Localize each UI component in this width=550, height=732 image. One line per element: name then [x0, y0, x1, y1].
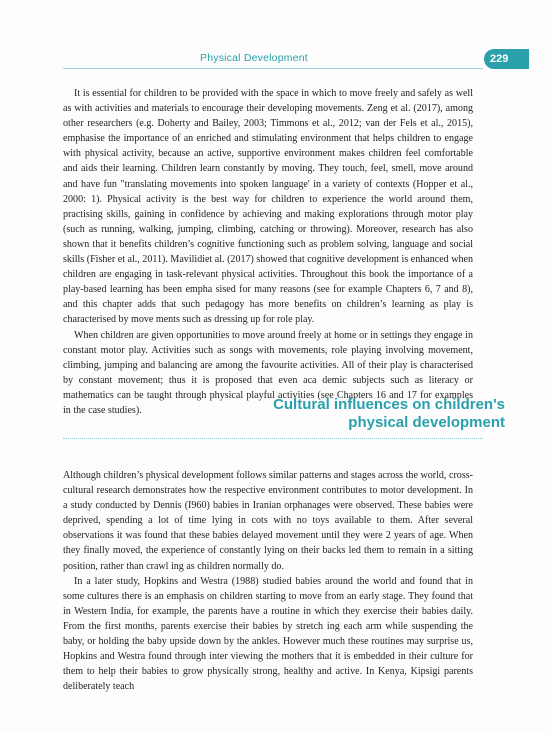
header-rule [63, 68, 483, 69]
body-text-bottom [63, 468, 473, 694]
running-title: Physical Development [200, 52, 308, 64]
paragraph: It is essential for children to be provided with the space in which to move freely and safely as well as with activities and materials to encourage their developing movements. Zeng et al. (2017), among other researchers (e.g. Doherty and Bailey, 2003; Timmons et al., 2012; van der Fels et al., 2015), emphasise the importance of an enriched and stimulating environment that helps children to engage with physical activity, because an active, supportive environment makes children feel comfortable and aids their learning. Children learn constantly by moving. They touch, feel, smell, move around and have fun "translating movements into spoken language' in a variety of contexts (Hopper et al., 2000: 1). Physical activity is the best way for children to experience the world around them, practising skills, gaining in confidence by achieving and making explorations through motor play (such as running, walking, jumping, climbing, catching or throwing). Moreover, research has also shown that it benefits children’s cognitive functioning such as problem solving, language and social skills (Fisher et al., 2011). Mavilidiet al. (2017) showed that cognitive development is enhanced when children are engaging in task-relevant physical activities. Throughout this book the importance of a play-based learning has been empha sised for many reasons (see for example Chapters 6, 7 and 8), and this chapter adds that such pedagogy has more benefits on children’s learning as play is characterised by move ments such as dressing up for role play. [63, 88, 473, 326]
body-text-top [63, 86, 473, 418]
paragraph: In a later study, Hopkins and Westra (1988) studied babies around the world and found that in some cultures there is an emphasis on children starting to move from an early stage. They found that in Western India, for example, the parents have a routine in which they exercise their babies daily. From the first months, parents exercise their babies by stretch ing each arm while suspending the baby, or holding the baby upside down by the ankles. However much these routines may surprise us, Hopkins and Westra found through inter viewing the mothers that it is embedded in their culture for them to help their babies to grow physically strong, healthy and active. In Kenya, Kipsigi parents deliberately teach [63, 575, 473, 693]
section-heading-line: physical development [348, 414, 505, 431]
section-heading-line: Cultural influences on children's [273, 396, 505, 413]
paragraph: Although children’s physical development follows similar patterns and stages across the world, cross-cultural research demonstrates how the respective environment contributes to motor development. In a study conducted by Dennis (I960) babies in Iranian orphanages were observed. These babies were deprived, spending a lot of time lying in cots with no toys available to them. After several observations it was found that these babies delayed movement until they were 2 years of age. When they finally moved, the experience of constantly lying on their backs led them to remain in a sitting position, rather than crawl ing as children normally do. [63, 470, 473, 572]
section-rule [63, 438, 483, 439]
page-number-badge: 229 [484, 49, 529, 69]
section-heading [165, 396, 505, 432]
paragraph: When children are given opportunities to move around freely at home or in settings they engage in constant motor play. Activities such as songs with movements, role playing involving movement, climbing, jumping and balancing are among the favourite activities. All of their play is characterised by constant movement; thus it is proposed that even aca demic subjects such as literacy or mathematics can be taught through physical playful activities (see Chapters 16 and 17 for examples in the case studies). [63, 329, 473, 416]
